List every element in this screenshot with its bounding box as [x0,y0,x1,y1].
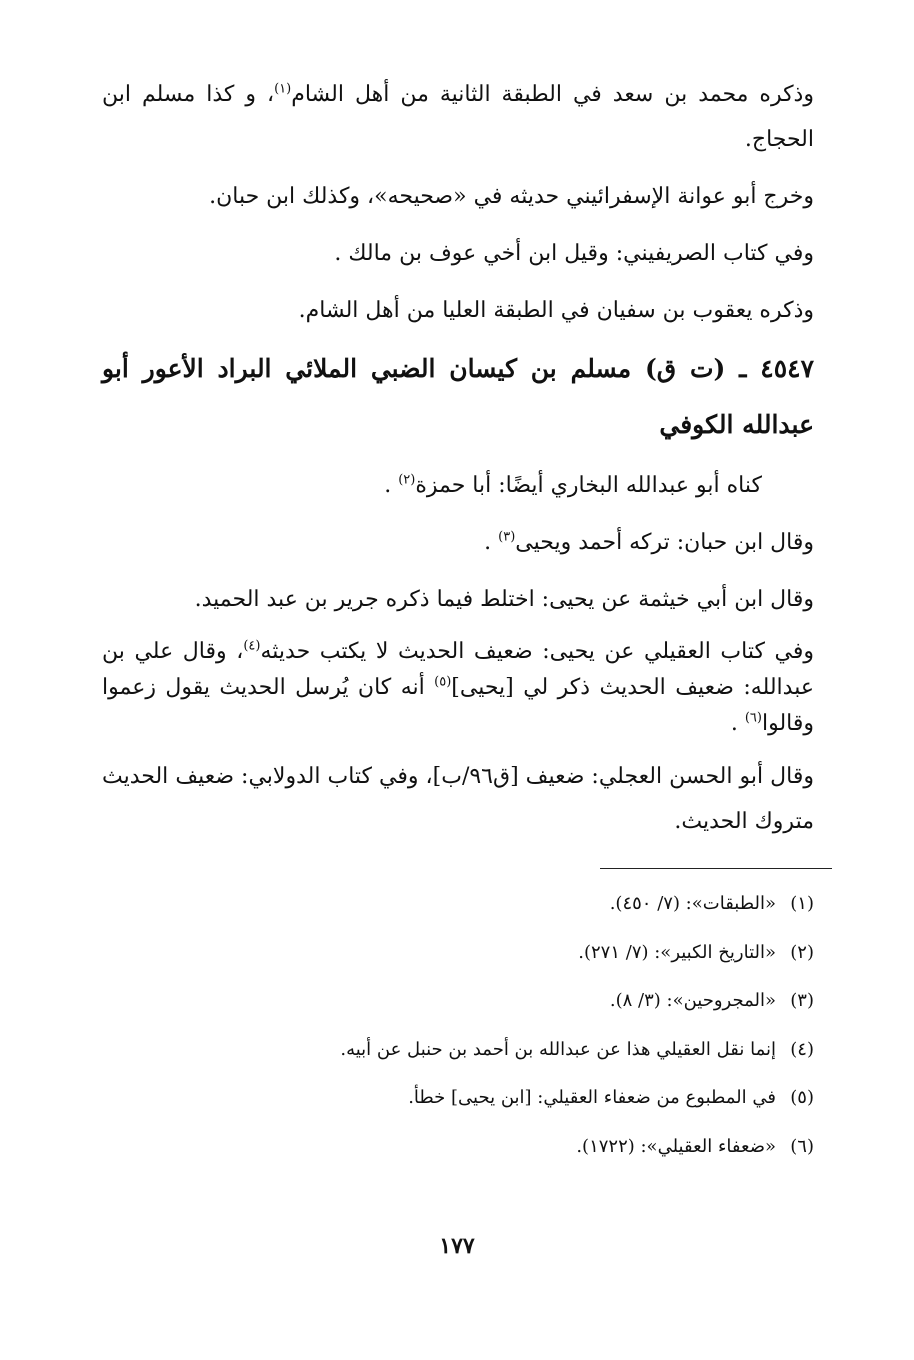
paragraph-text: وذكره محمد بن سعد في الطبقة الثانية من أهل الشام [291,82,814,107]
footnote-separator [600,868,832,869]
paragraph-text: . [484,530,499,555]
main-text [102,72,814,856]
paragraph-text: وفي كتاب العقيلي عن يحيى: ضعيف الحديث لا يكتب حديثه [260,639,815,664]
paragraph-kunya [102,463,814,508]
footnote-marker[interactable]: (٥) [434,674,452,690]
page-number: ١٧٧ [439,1233,475,1259]
footnote-item [102,1074,814,1123]
footnotes [102,880,814,1171]
paragraph-text: وقال ابن حبان: تركه أحمد ويحيى [515,530,814,555]
footnote-text: «ضعفاء العقيلي»: (١٧٢٢). [576,1135,776,1157]
footnote-item [102,1123,814,1172]
footnote-marker[interactable]: (٦) [744,710,762,726]
paragraph-ibn-hibban [102,520,814,565]
footnote-text: «المجروحين»: (٣/ ٨). [609,990,776,1011]
footnote-text: في المطبوع من ضعفاء العقيلي: [ابن يحيى] خطأ. [408,1087,776,1108]
paragraph-text: ، و كذا مسلم ابن الحجاج. [102,82,814,152]
footnote-number: (٣) [790,990,814,1011]
footnote-text: «الطبقات»: (٧/ ٤٥٠). [609,893,776,914]
footnote-item [102,977,814,1026]
paragraph-text: . [384,473,399,498]
footnote-number: (٥) [790,1087,814,1108]
paragraph-abu-awana: وخرج أبو عوانة الإسفرائيني حديثه في «صحيحه»، وكذلك ابن حبان. [209,184,814,209]
footnote-item [102,929,814,978]
footnote-number: (٢) [790,941,814,963]
footnote-marker[interactable]: (٣) [498,529,516,545]
paragraph-text: كناه أبو عبدالله البخاري أيضًا: أبا حمزة [415,473,762,498]
paragraph-ibn-abi-khaythama: وقال ابن أبي خيثمة عن يحيى: اختلط فيما ذكره جرير بن عبد الحميد. [194,587,814,612]
footnote-number: (٤) [790,1038,814,1060]
paragraph-text: أنه كان يُرسل الحديث يقول زعموا وقالوا [102,675,814,736]
footnote-item [102,880,814,929]
footnote-marker[interactable]: (٢) [398,472,416,488]
footnote-number: (٦) [790,1135,814,1157]
paragraph-text: ، وقال علي بن عبدالله: ضعيف الحديث ذكر لي [يحيى] [102,639,814,700]
footnote-marker[interactable]: (٤) [243,638,261,654]
footnote-text: إنما نقل العقيلي هذا عن عبدالله بن أحمد بن حنبل عن أبيه. [340,1038,776,1060]
paragraph-ijli: وقال أبو الحسن العجلي: ضعيف [ق٩٦/ب]، وفي كتاب الدولابي: ضعيف الحديث متروك الحديث. [102,764,814,834]
paragraph-text: . [730,711,745,736]
footnote-item [102,1026,814,1075]
paragraph-sarifini: وفي كتاب الصريفيني: وقيل ابن أخي عوف بن مالك . [334,241,814,266]
entry-heading: ٤٥٤٧ ـ (ت ق) مسلم بن كيسان الضبي الملائي البراد الأعور أبو عبدالله الكوفي [102,354,814,439]
paragraph-ibn-saad [102,72,814,162]
footnote-text: «التاريخ الكبير»: (٧/ ٢٧١). [578,941,776,963]
paragraph-yaqub: وذكره يعقوب بن سفيان في الطبقة العليا من أهل الشام. [298,298,814,323]
footnote-number: (١) [790,893,814,914]
paragraph-uqayli [102,634,814,742]
footnote-marker[interactable]: (١) [274,81,292,97]
